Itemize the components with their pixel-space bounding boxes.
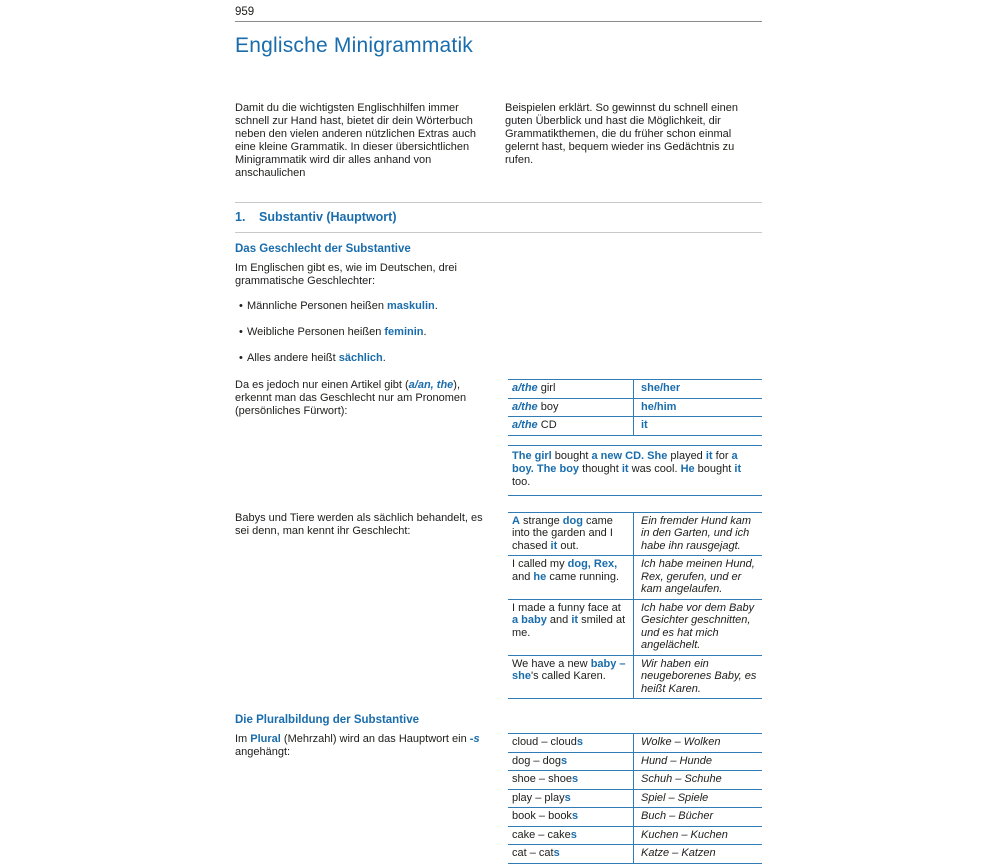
subsection-heading-plural: Die Pluralbildung der Substantive — [235, 714, 420, 726]
table-row — [508, 826, 762, 845]
table-row — [508, 512, 762, 556]
paragraph-babies-animals: Babys und Tiere werden als sächlich behandelt, es sei denn, man kennt ihr Geschlecht: — [235, 511, 483, 537]
intro-text — [235, 102, 762, 180]
table-cell-english: A strange dog came into the garden and I chased it out. — [512, 514, 613, 552]
babies-animals-row — [235, 512, 762, 700]
table-cell-english: play – plays — [512, 791, 571, 804]
table-row — [508, 599, 762, 655]
table-cell-german: Hund – Hunde — [633, 753, 762, 771]
page-title: Englische Minigrammatik — [235, 34, 474, 57]
table-row — [508, 398, 762, 417]
table-cell-pronoun: he/him — [633, 399, 762, 417]
article-pronoun-row — [235, 379, 762, 496]
table-cell-english: book – books — [512, 810, 579, 822]
bullet-item — [235, 352, 485, 365]
intro-column-right: Beispielen erklärt. So gewinnst du schnell einen guten Überblick und hast die Möglichkeit, dir Grammatikthemen, die du früher schon einmal gelernt hast, bequem wieder ins Gedächtnis zu rufen. — [505, 102, 738, 166]
table-cell-german: Spiel – Spiele — [633, 790, 762, 808]
table-cell-english: dog – dogs — [512, 754, 568, 767]
table-row — [508, 733, 762, 752]
table-cell-german: Wir haben ein neugeborenes Baby, es heißt Karen. — [633, 656, 762, 699]
table-cell-german: Kuchen – Kuchen — [633, 827, 762, 845]
example-sentence-block: The girl bought a new CD. She played it for a boy. The boy thought it was cool. He bought it too. — [508, 445, 762, 496]
table-cell-english: shoe – shoes — [512, 773, 579, 785]
pronoun-table — [508, 379, 762, 436]
table-row — [508, 555, 762, 599]
table-row — [508, 807, 762, 826]
table-cell-english: cloud – clouds — [512, 736, 583, 748]
bullet-item — [235, 300, 485, 313]
table-row — [508, 844, 762, 864]
bullet-list — [235, 300, 485, 365]
table-row — [508, 379, 762, 398]
subsection-heading-gender: Das Geschlecht der Substantive — [235, 243, 411, 255]
bullet-text: Weibliche Personen heißen feminin. — [247, 326, 427, 338]
section-heading — [235, 202, 762, 233]
plural-row — [235, 733, 762, 864]
paragraph-plural: Im Plural (Mehrzahl) wird an das Hauptwort ein -s angehängt: — [235, 733, 480, 758]
bullet-dot: • — [239, 352, 243, 364]
paragraph-genders: Im Englischen gibt es, wie im Deutschen, drei grammatische Geschlechter: — [235, 262, 457, 287]
examples-table — [508, 512, 762, 700]
table-row — [508, 770, 762, 789]
table-cell-german: Ein fremder Hund kam in den Garten, und ich habe ihn rausgejagt. — [633, 513, 762, 556]
table-cell-german: Schuh – Schuhe — [633, 771, 762, 789]
bullet-dot: • — [239, 300, 243, 312]
section-title: Substantiv (Hauptwort) — [259, 210, 397, 224]
table-cell-english: I called my dog, Rex, and he came running. — [512, 558, 620, 583]
table-cell-article: a/the girl — [512, 382, 556, 394]
table-row — [508, 752, 762, 771]
table-row — [508, 416, 762, 436]
table-row — [508, 655, 762, 700]
table-cell-german: Buch – Bücher — [633, 808, 762, 826]
page-number: 959 — [235, 6, 255, 18]
section-number: 1. — [235, 210, 246, 224]
bullet-text: Männliche Personen heißen maskulin. — [247, 300, 438, 312]
plural-table — [508, 733, 762, 864]
table-cell-english: cake – cakes — [512, 828, 577, 841]
table-cell-german: Wolke – Wolken — [633, 734, 762, 752]
table-cell-pronoun: it — [633, 417, 762, 435]
table-cell-english: I made a funny face at a baby and it smiled at me. — [512, 601, 626, 639]
table-row — [508, 789, 762, 808]
table-cell-german: Katze – Katzen — [633, 845, 762, 863]
bullet-item — [235, 326, 485, 339]
table-cell-article: a/the CD — [512, 419, 557, 431]
grammar-page — [235, 0, 762, 864]
bullet-dot: • — [239, 326, 243, 338]
intro-column-left: Damit du die wichtigsten Englischhilfen immer schnell zur Hand hast, bietet dir dein Wörterbuch neben den vielen anderen nützlichen Extras auch eine kleine Grammatik. In dieser übersichtlichen Minigrammatik wird dir alles anhand von anschaulichen — [235, 102, 476, 179]
table-cell-english: cat – cats — [512, 847, 560, 859]
table-cell-pronoun: she/her — [633, 380, 762, 398]
table-cell-german: Ich habe meinen Hund, Rex, gerufen, und er kam angelaufen. — [633, 556, 762, 599]
table-cell-english: We have a new baby – she's called Karen. — [512, 657, 626, 682]
table-cell-article: a/the boy — [512, 400, 559, 413]
paragraph-article: Da es jedoch nur einen Artikel gibt (a/an, the), erkennt man das Geschlecht nur am Pronomen (persönliches Fürwort): — [235, 379, 467, 417]
table-cell-german: Ich habe vor dem Baby Gesichter geschnitten, und es hat mich angelächelt. — [633, 600, 762, 655]
header-rule — [235, 21, 762, 22]
bullet-text: Alles andere heißt sächlich. — [247, 352, 386, 364]
